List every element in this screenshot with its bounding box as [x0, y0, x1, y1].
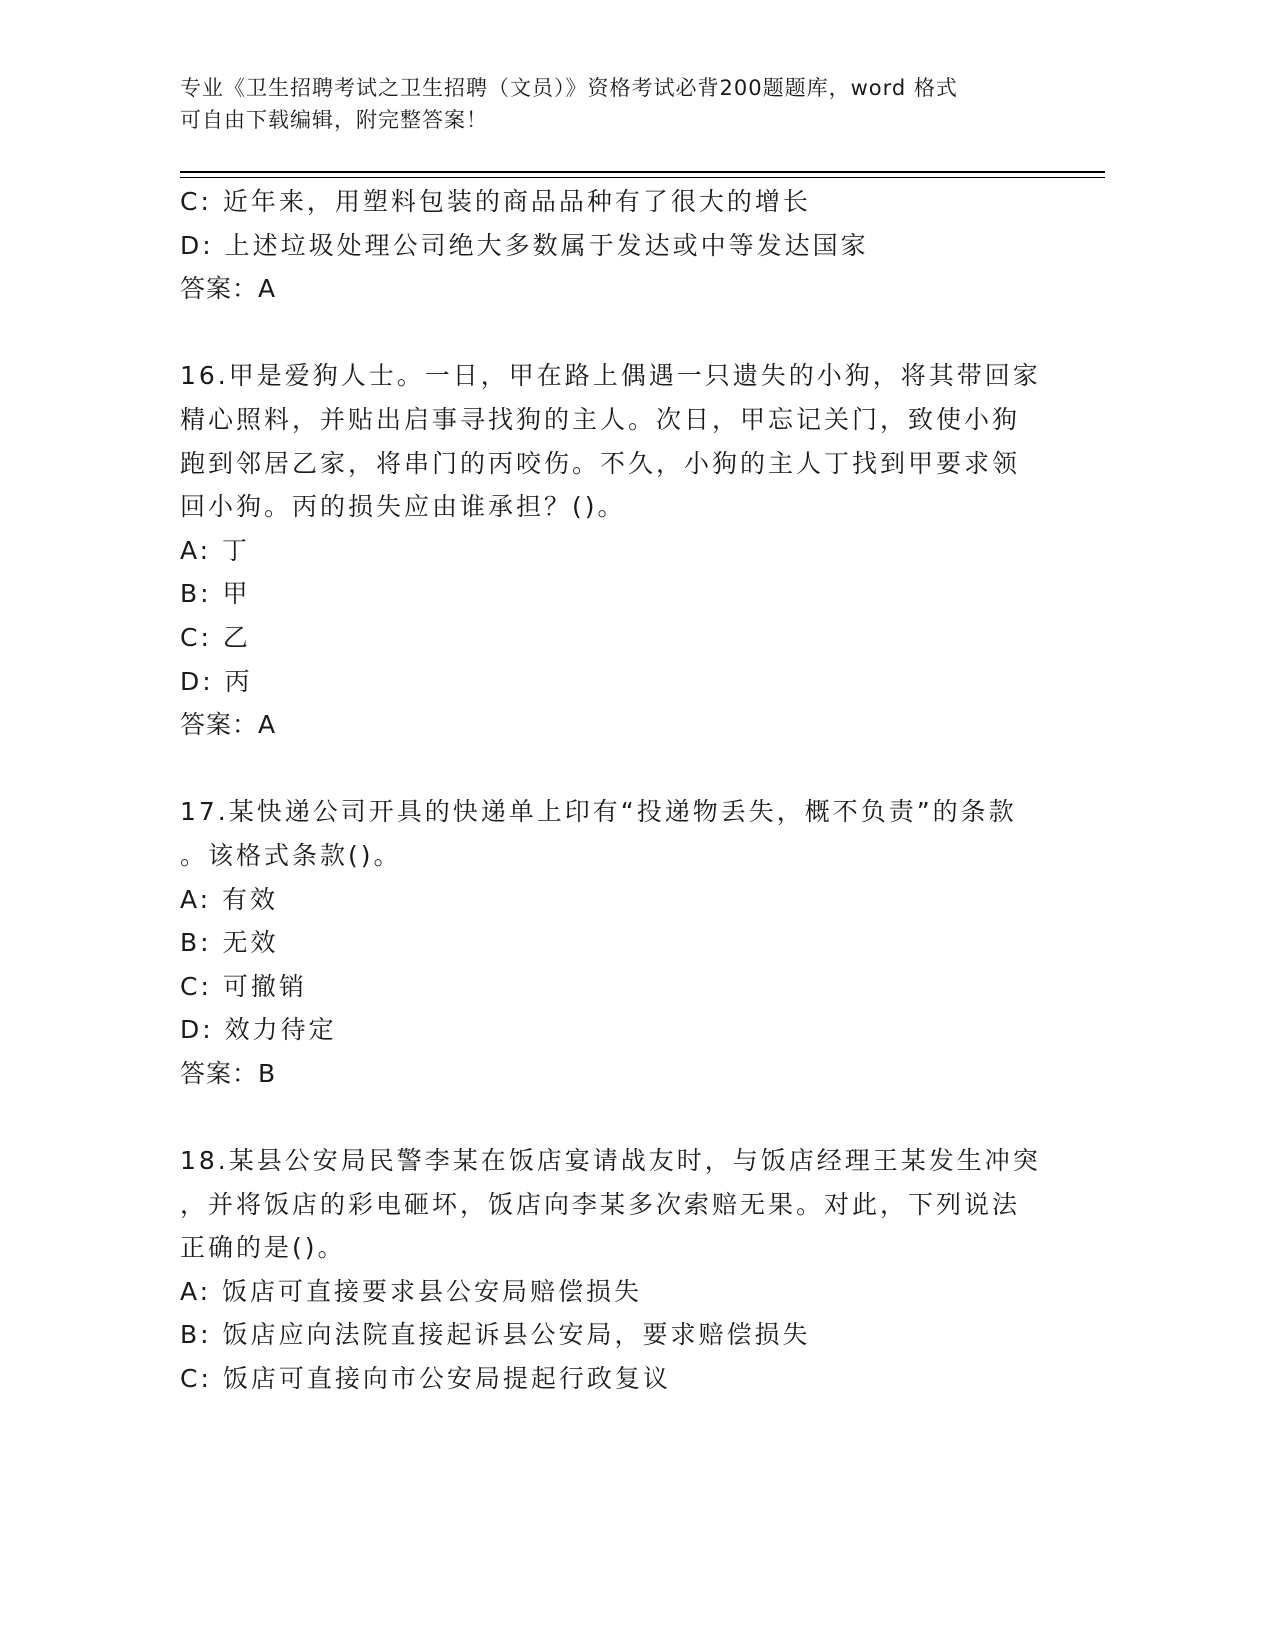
- option-c: C: 乙: [180, 622, 251, 652]
- question-stem-line: 正确的是()。: [180, 1233, 346, 1263]
- question-stem-line: 精心照料，并贴出启事寻找狗的主人。次日，甲忘记关门，致使小狗: [180, 404, 1021, 434]
- option-c: C: 饭店可直接向市公安局提起行政复议: [180, 1364, 671, 1394]
- option-b: B: 甲: [180, 579, 251, 609]
- answer-line: 答案：A: [180, 274, 277, 304]
- option-d: D: 上述垃圾处理公司绝大多数属于发达或中等发达国家: [180, 230, 869, 260]
- option-d: D: 效力待定: [180, 1015, 337, 1045]
- question-stem-line: 跑到邻居乙家，将串门的丙咬伤。不久，小狗的主人丁找到甲要求领: [180, 448, 1021, 478]
- option-a: A: 有效: [180, 884, 279, 914]
- spacer: [180, 1095, 1040, 1139]
- question-stem-line: 17.某快递公司开具的快递单上印有“投递物丢失，概不负责”的条款: [180, 797, 1017, 827]
- question-stem-line: 回小狗。丙的损失应由谁承担？()。: [180, 492, 626, 522]
- header-title-line-2: 可自由下载编辑，附完整答案！: [180, 108, 488, 132]
- spacer: [180, 747, 1040, 791]
- header-rule-thick: [180, 171, 1105, 173]
- question-18: [180, 1139, 1040, 1401]
- question-17: [180, 790, 1040, 1095]
- option-a: A: 丁: [180, 535, 251, 565]
- option-d: D: 丙: [180, 666, 253, 696]
- answer-line: 答案：A: [180, 710, 277, 740]
- option-b: B: 饭店应向法院直接起诉县公安局，要求赔偿损失: [180, 1320, 811, 1350]
- option-b: B: 无效: [180, 928, 279, 958]
- question-stem-line: 16.甲是爱狗人士。一日，甲在路上偶遇一只遗失的小狗，将其带回家: [180, 361, 1041, 391]
- answer-line: 答案：B: [180, 1058, 277, 1088]
- option-c: C: 可撤销: [180, 971, 307, 1001]
- option-a: A: 饭店可直接要求县公安局赔偿损失: [180, 1276, 643, 1306]
- question-16: [180, 354, 1040, 746]
- header-title-line-1: 专业《卫生招聘考试之卫生招聘（文员）》资格考试必背200题题库，word 格式: [180, 76, 958, 100]
- document-header: [180, 72, 1060, 136]
- option-c: C: 近年来，用塑料包装的商品品种有了很大的增长: [180, 187, 811, 216]
- header-rule-thin: [180, 177, 1105, 178]
- question-stem-line: ，并将饭店的彩电砸坏，饭店向李某多次索赔无果。对此，下列说法: [180, 1189, 1021, 1219]
- question-stem-line: 。该格式条款()。: [180, 840, 402, 870]
- prev-question-options: [180, 180, 1040, 267]
- document-body: [180, 180, 1040, 1401]
- question-stem-line: 18.某县公安局民警李某在饭店宴请战友时，与饭店经理王某发生冲突: [180, 1146, 1041, 1176]
- spacer: [180, 311, 1040, 355]
